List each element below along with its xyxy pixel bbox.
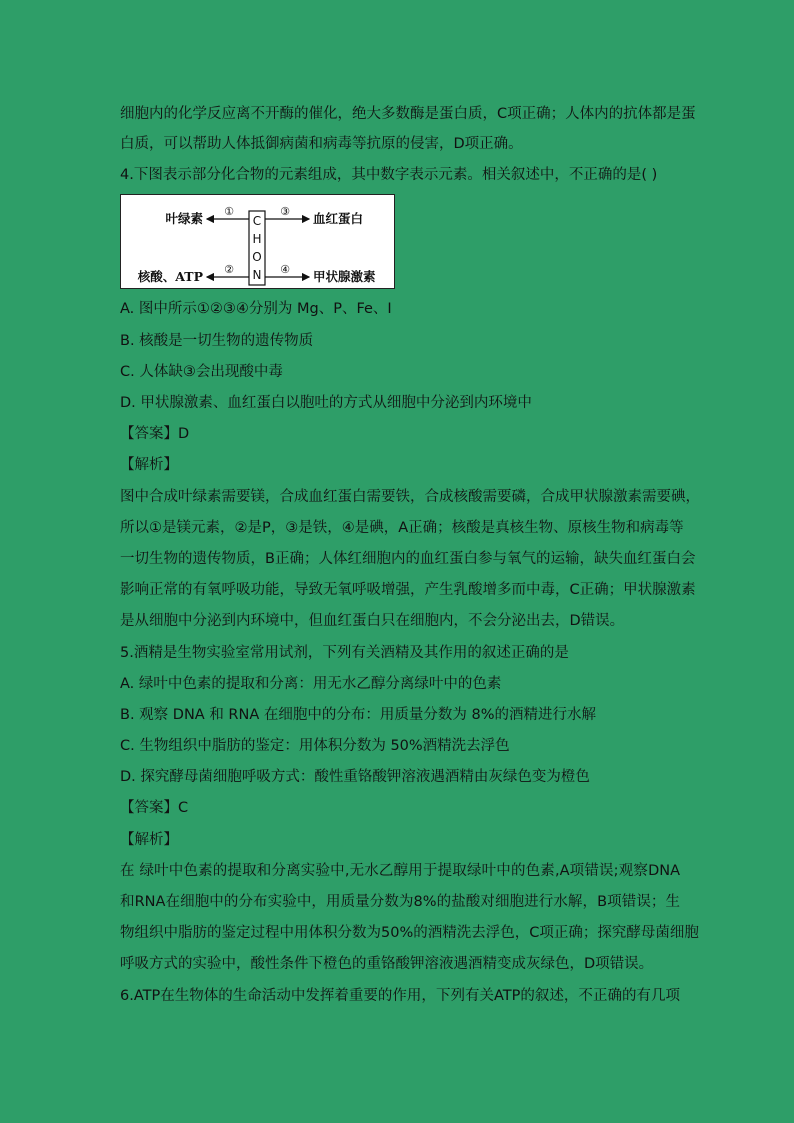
label-2: ② [224,263,234,276]
text-line: 物组织中脂肪的鉴定过程中用体积分数为50%的酒精洗去浮色，C项正确；探究酵母菌细胞 [120,925,699,941]
text-line: 一切生物的遗传物质，B正确；人体红细胞内的血红蛋白参与氧气的运输，缺失血红蛋白会 [120,551,696,567]
compound-thyroxine: 甲状腺激素 [313,269,376,284]
text-line: 在 绿叶中色素的提取和分离实验中,无水乙醇用于提取绿叶中的色素,A项错误;观察DNA [120,863,680,879]
analysis-label: 【解析】 [120,832,178,848]
text-line: 呼吸方式的实验中，酸性条件下橙色的重铬酸钾溶液遇酒精变成灰绿色，D项错误。 [120,956,654,972]
option-a: A. 绿叶中色素的提取和分离：用无水乙醇分离绿叶中的色素 [120,676,502,692]
text-line: 影响正常的有氧呼吸功能，导致无氧呼吸增强，产生乳酸增多而中毒，C正确；甲状腺激素 [120,582,696,598]
question-4-stem: 4.下图表示部分化合物的元素组成，其中数字表示元素。相关叙述中，不正确的是( ) [120,167,658,183]
text-line: 细胞内的化学反应离不开酶的催化，绝大多数酶是蛋白质，C项正确；人体内的抗体都是蛋 [120,106,696,122]
option-a: A. 图中所示①②③④分别为 Mg、P、Fe、I [120,301,392,317]
analysis-label: 【解析】 [120,457,178,473]
element-composition-diagram [120,194,395,289]
element-letter: O [252,250,262,264]
question-5-stem: 5.酒精是生物实验室常用试剂，下列有关酒精及其作用的叙述正确的是 [120,645,569,661]
compound-hemoglobin: 血红蛋白 [313,211,364,226]
compound-nucleic-acid-atp: 核酸、ATP [137,269,203,284]
label-1: ① [224,205,234,218]
question-6-stem: 6.ATP在生物体的生命活动中发挥着重要的作用，下列有关ATP的叙述，不正确的有几项 [120,988,680,1004]
option-d: D. 甲状腺激素、血红蛋白以胞吐的方式从细胞中分泌到内环境中 [120,395,532,411]
option-d: D. 探究酵母菌细胞呼吸方式：酸性重铬酸钾溶液遇酒精由灰绿色变为橙色 [120,769,590,785]
option-c: C. 生物组织中脂肪的鉴定：用体积分数为 50%酒精洗去浮色 [120,738,510,754]
answer-label: 【答案】D [120,426,190,442]
text-line: 是从细胞中分泌到内环境中，但血红蛋白只在细胞内，不会分泌出去，D错误。 [120,613,625,629]
option-b: B. 观察 DNA 和 RNA 在细胞中的分布：用质量分数为 8%的酒精进行水解 [120,707,596,723]
answer-label: 【答案】C [120,800,189,816]
element-letter: H [252,232,262,246]
option-b: B. 核酸是一切生物的遗传物质 [120,333,314,349]
text-line: 白质，可以帮助人体抵御病菌和病毒等抗原的侵害，D项正确。 [120,136,523,152]
text-line: 图中合成叶绿素需要镁，合成血红蛋白需要铁，合成核酸需要磷，合成甲状腺激素需要碘， [120,489,700,505]
text-line: 所以①是镁元素，②是P，③是铁，④是碘，A正确；核酸是真核生物、原核生物和病毒等 [120,520,684,536]
text-line: 和RNA在细胞中的分布实验中，用质量分数为8%的盐酸对细胞进行水解，B项错误；生 [120,894,680,910]
compound-chlorophyll: 叶绿素 [165,211,203,226]
label-3: ③ [280,205,290,218]
element-letter: N [252,268,262,282]
label-4: ④ [280,263,290,276]
option-c: C. 人体缺③会出现酸中毒 [120,364,283,380]
element-letter: C [252,214,262,228]
